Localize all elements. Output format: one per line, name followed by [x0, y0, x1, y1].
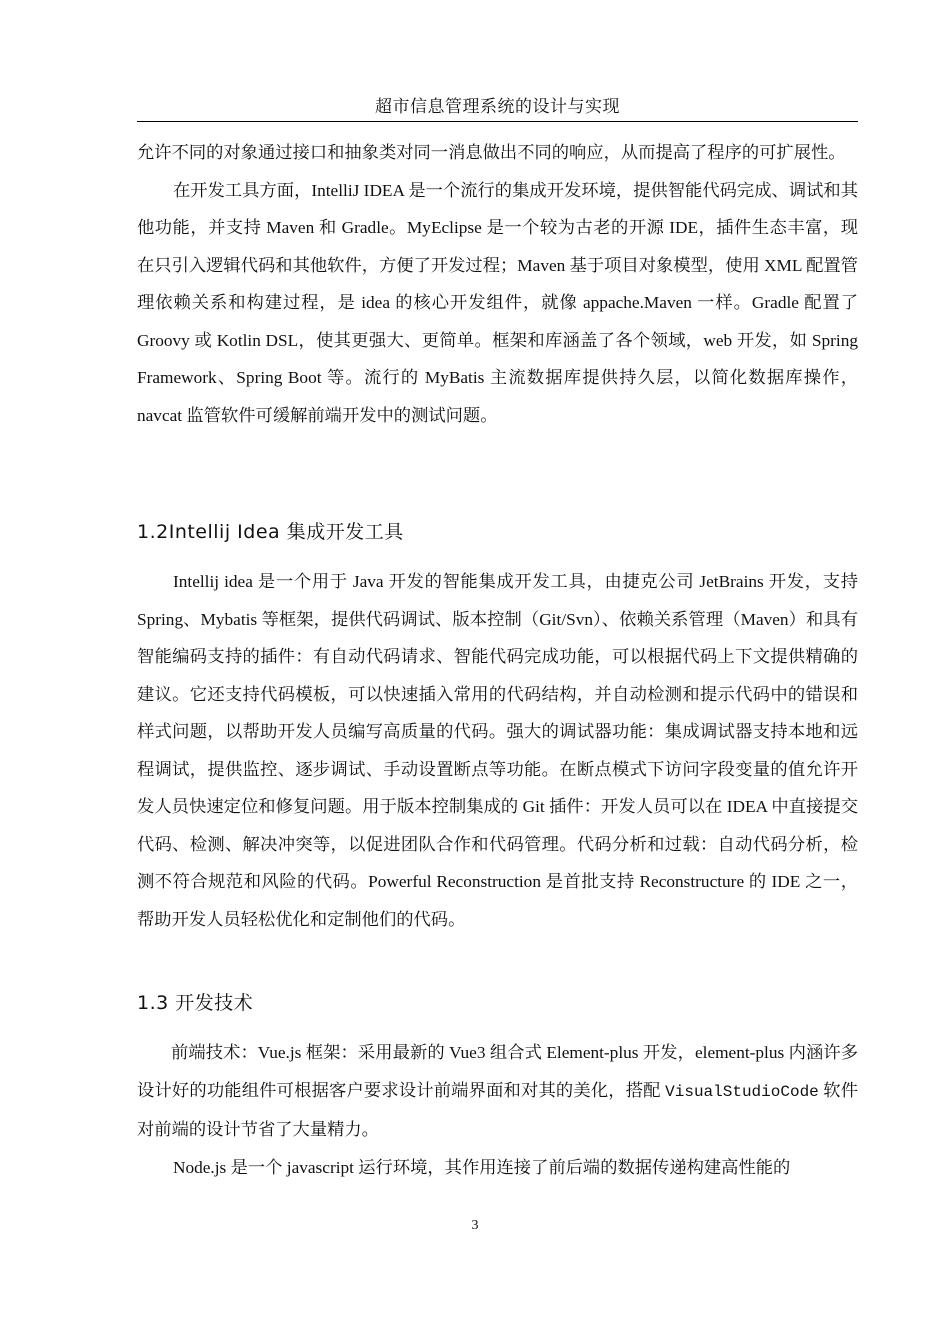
- section-heading-1-3: 1.3 开发技术: [137, 992, 254, 1014]
- paragraph-intellij: Intellij idea 是一个用于 Java 开发的智能集成开发工具，由捷克公司 JetBrains 开发，支持 Spring、Mybatis 等框架，提供代码调试、版本控制（Git/Svn）、依赖关系管理（Maven）和具有智能编码支持的插件：有自动代码请求、智能代码完成功能，可以根据代码上下文提供精确的建议。它还支持代码模板，可以快速插入常用的代码结构，并自动检测和提示代码中的错误和样式问题，以帮助开发人员编写高质量的代码。强大的调试器功能：集成调试器支持本地和远程调试，提供监控、逐步调试、手动设置断点等功能。在断点模式下访问字段变量的值允许开发人员快速定位和修复问题。用于版本控制集成的 Git 插件：开发人员可以在 IDEA 中直接提交代码、检测、解决冲突等，以促进团队合作和代码管理。代码分析和过载：自动代码分析，检测不符合规范和风险的代码。Powerful Reconstruction 是首批支持 Reconstructure 的 IDE 之一，帮助开发人员轻松优化和定制他们的代码。: [137, 572, 858, 929]
- section-1-1-continued: [137, 134, 858, 434]
- paragraph-nodejs: Node.js 是一个 javascript 运行环境，其作用连接了前后端的数据传递构建高性能的: [173, 1157, 791, 1177]
- frontend-text: 前端技术：Vue.js 框架：采用最新的 Vue3 组合式 Element-plus 开发，element-plus 内涵许多设计好的功能组件可根据客户要求设计前端界面和对其的美化，搭配: [137, 1043, 858, 1100]
- page-number: 3: [471, 1218, 479, 1233]
- vscode-name: VisualStudioCode: [665, 1082, 819, 1101]
- section-heading-1-2: 1.2Intellij Idea 集成开发工具: [137, 521, 404, 543]
- paragraph-frontend: [137, 1034, 858, 1149]
- section-1-2-body: [137, 563, 858, 938]
- paragraph-continuation: 允许不同的对象通过接口和抽象类对同一消息做出不同的响应，从而提高了程序的可扩展性。: [137, 143, 846, 162]
- section-1-3-body: [137, 1034, 858, 1186]
- frontend-text-tail: 软件对前端的设计节省了大量精力。: [137, 1080, 858, 1139]
- running-header: 超市信息管理系统的设计与实现: [137, 92, 858, 122]
- paragraph-dev-tools: 在开发工具方面，IntelliJ IDEA 是一个流行的集成开发环境，提供智能代码完成、调试和其他功能，并支持 Maven 和 Gradle。MyEclipse 是一个较为古老的开源 IDE，插件生态丰富，现在只引入逻辑代码和其他软件，方便了开发过程；Maven 基于项目对象模型，使用 XML 配置管理依赖关系和构建过程，是 idea 的核心开发组件，就像 appache.Maven 一样。Gradle 配置了 Groovy 或 Kotlin DSL，使其更强大、更简单。框架和库涵盖了各个领域，web 开发，如 Spring Framework、Spring Boot 等。流行的 MyBatis 主流数据库提供持久层，以简化数据库操作，navcat 监管软件可缓解前端开发中的测试问题。: [137, 180, 858, 425]
